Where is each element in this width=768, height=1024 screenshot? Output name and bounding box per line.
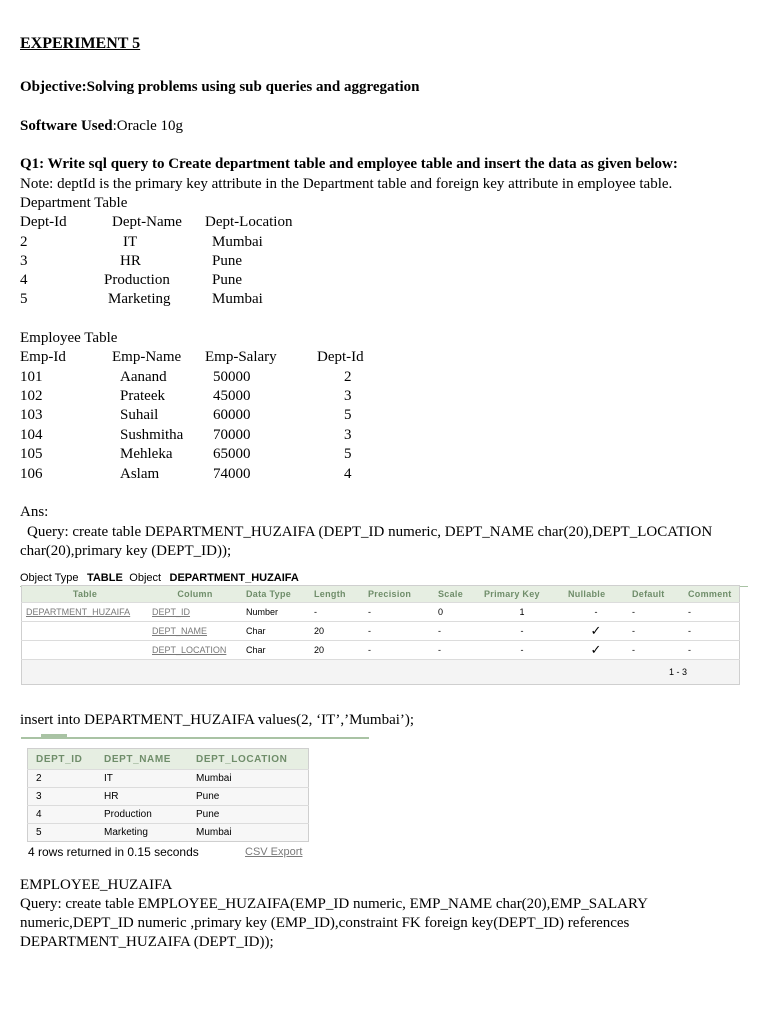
table-cell: 0 xyxy=(434,603,480,622)
emp-cell: Mehleka xyxy=(120,446,173,462)
dept-cell: 3 xyxy=(20,253,28,269)
query-create-emp-line3: DEPARTMENT_HUZAIFA (DEPT_ID)); xyxy=(20,934,274,950)
table-cell xyxy=(22,622,149,641)
dept-cell: Pune xyxy=(212,253,242,269)
dept-header-name: Dept-Name xyxy=(112,214,182,230)
emp-table-heading: Employee Table xyxy=(20,330,118,346)
page-title: EXPERIMENT 5 xyxy=(20,35,141,52)
emp-cell: Prateek xyxy=(120,388,165,404)
objective-text: Solving problems using sub queries and aggregation xyxy=(86,79,420,95)
table-cell: Pune xyxy=(188,788,309,806)
rows-returned-status: 4 rows returned in 0.15 seconds xyxy=(28,845,199,859)
table-cell: IT xyxy=(96,770,188,788)
table-cell: 20 xyxy=(310,622,364,641)
query-create-dept-line1: Query: create table DEPARTMENT_HUZAIFA (DEPT_ID numeric, DEPT_NAME char(20),DEPT_LOCATION xyxy=(27,524,713,540)
query-create-emp-line1: Query: create table EMPLOYEE_HUZAIFA(EMP_ID numeric, EMP_NAME char(20),EMP_SALARY xyxy=(20,896,648,912)
table-cell: Number xyxy=(242,603,310,622)
dept-cell: Pune xyxy=(212,272,242,288)
table-row xyxy=(22,641,740,660)
emp-header-salary: Emp-Salary xyxy=(205,349,277,365)
emp-cell: 101 xyxy=(20,369,43,385)
table-cell: - xyxy=(434,641,480,660)
objective-line xyxy=(20,79,420,96)
insert-statement: insert into DEPARTMENT_HUZAIFA values(2, ‘IT’,’Mumbai’); xyxy=(20,712,415,728)
column-header: DEPT_LOCATION xyxy=(188,749,309,770)
table-cell: 5 xyxy=(28,824,97,842)
dept-header-id: Dept-Id xyxy=(20,214,67,230)
dept-table-heading: Department Table xyxy=(20,195,128,211)
table-cell: - xyxy=(684,622,740,641)
table-cell: - xyxy=(364,622,434,641)
table-cell: Pune xyxy=(188,806,309,824)
column-header: DEPT_NAME xyxy=(96,749,188,770)
software-line xyxy=(20,118,183,135)
row-range: 1 - 3 xyxy=(22,660,740,685)
column-header: Comment xyxy=(684,586,740,603)
object-type-value: TABLE xyxy=(86,572,123,584)
results-tab[interactable] xyxy=(41,734,67,739)
table-row xyxy=(22,622,740,641)
results-tab-line xyxy=(21,737,369,739)
query-results-table xyxy=(27,748,309,842)
table-footer-row xyxy=(22,660,740,685)
emp-cell: 5 xyxy=(344,407,352,423)
dept-cell: Mumbai xyxy=(212,291,263,307)
emp-cell: 65000 xyxy=(213,446,251,462)
emp-cell: 2 xyxy=(344,369,352,385)
table-cell: 1 xyxy=(480,603,564,622)
table-header-row xyxy=(22,586,740,603)
object-columns-table xyxy=(21,585,740,685)
emp-cell: Aanand xyxy=(120,369,167,385)
column-header: Column xyxy=(148,586,242,603)
table-cell: Char xyxy=(242,641,310,660)
emp-cell: 74000 xyxy=(213,466,251,482)
table-cell: - xyxy=(310,603,364,622)
dept-cell: Production xyxy=(104,272,170,288)
emp-header-name: Emp-Name xyxy=(112,349,182,365)
dept-cell: 4 xyxy=(20,272,28,288)
table-row xyxy=(22,603,740,622)
object-name-value: DEPARTMENT_HUZAIFA xyxy=(169,572,299,584)
dept-header-location: Dept-Location xyxy=(205,214,293,230)
emp-cell: 3 xyxy=(344,427,352,443)
emp-cell: Aslam xyxy=(120,466,160,482)
nullable-check-icon: ✓ xyxy=(564,641,628,660)
dept-cell: 2 xyxy=(20,234,28,250)
table-cell: Mumbai xyxy=(188,770,309,788)
table-cell: - xyxy=(564,603,628,622)
column-header: Precision xyxy=(364,586,434,603)
table-cell: 20 xyxy=(310,641,364,660)
table-row xyxy=(28,806,309,824)
column-header: Scale xyxy=(434,586,480,603)
table-cell: - xyxy=(684,603,740,622)
emp-cell: 4 xyxy=(344,466,352,482)
table-cell: - xyxy=(364,641,434,660)
table-cell: HR xyxy=(96,788,188,806)
emp-cell: 104 xyxy=(20,427,43,443)
column-header: Data Type xyxy=(242,586,310,603)
query-create-emp-line2: numeric,DEPT_ID numeric ,primary key (EMP_ID),constraint FK foreign key(DEPT_ID) references xyxy=(20,915,630,931)
emp-cell: 3 xyxy=(344,388,352,404)
table-cell: - xyxy=(434,622,480,641)
object-label: Object xyxy=(129,572,162,584)
table-cell: - xyxy=(628,641,684,660)
table-cell: - xyxy=(480,641,564,660)
column-header: Default xyxy=(628,586,684,603)
column-header: Primary Key xyxy=(480,586,564,603)
note-text: Note: deptId is the primary key attribute in the Department table and foreign key attribute in employee table. xyxy=(20,176,673,192)
column-link[interactable]: DEPT_NAME xyxy=(148,622,242,641)
emp-cell: 45000 xyxy=(213,388,251,404)
dept-cell: Marketing xyxy=(108,291,171,307)
column-link[interactable]: DEPT_ID xyxy=(148,603,242,622)
dept-cell: IT xyxy=(123,234,138,250)
table-cell: 3 xyxy=(28,788,97,806)
table-cell: - xyxy=(684,641,740,660)
column-header: DEPT_ID xyxy=(28,749,97,770)
table-cell: - xyxy=(364,603,434,622)
question-1: Q1: Write sql query to Create department table and employee table and insert the data as given below: xyxy=(20,156,678,172)
emp-cell: 106 xyxy=(20,466,43,482)
emp-cell: 103 xyxy=(20,407,43,423)
table-cell: Marketing xyxy=(96,824,188,842)
emp-cell: 70000 xyxy=(213,427,251,443)
software-text: :Oracle 10g xyxy=(112,118,184,134)
table-header-row xyxy=(28,749,309,770)
table-cell: - xyxy=(628,603,684,622)
emp-cell: 5 xyxy=(344,446,352,462)
dept-cell: Mumbai xyxy=(212,234,263,250)
table-cell: 4 xyxy=(28,806,97,824)
column-header: Nullable xyxy=(564,586,628,603)
emp-cell: 102 xyxy=(20,388,43,404)
emp-cell: 60000 xyxy=(213,407,251,423)
table-cell: - xyxy=(628,622,684,641)
emp-header-id: Emp-Id xyxy=(20,349,66,365)
column-header: Table xyxy=(22,586,149,603)
table-row xyxy=(28,770,309,788)
object-type-label: Object Type xyxy=(20,572,79,584)
query-create-dept-line2: char(20),primary key (DEPT_ID)); xyxy=(20,543,232,559)
nullable-check-icon: ✓ xyxy=(564,622,628,641)
emp-cell: 50000 xyxy=(213,369,251,385)
emp-cell: 105 xyxy=(20,446,43,462)
column-header: Length xyxy=(310,586,364,603)
dept-cell: 5 xyxy=(20,291,28,307)
csv-export-link[interactable]: CSV Export xyxy=(245,846,303,858)
emp-header-dept: Dept-Id xyxy=(317,349,364,365)
table-link[interactable]: DEPARTMENT_HUZAIFA xyxy=(22,603,149,622)
table-cell: Mumbai xyxy=(188,824,309,842)
table-row xyxy=(28,824,309,842)
ans-label: Ans: xyxy=(20,504,49,520)
software-label: Software Used xyxy=(20,118,113,134)
table-cell: - xyxy=(480,622,564,641)
table-cell xyxy=(22,641,149,660)
table-cell: 2 xyxy=(28,770,97,788)
emp-cell: Suhail xyxy=(120,407,159,423)
emp-cell: Sushmitha xyxy=(120,427,184,443)
table-cell: Char xyxy=(242,622,310,641)
objective-label: Objective: xyxy=(20,79,87,95)
table-cell: Production xyxy=(96,806,188,824)
table-row xyxy=(28,788,309,806)
employee-section-title: EMPLOYEE_HUZAIFA xyxy=(20,877,173,893)
dept-cell: HR xyxy=(120,253,141,269)
column-link[interactable]: DEPT_LOCATION xyxy=(148,641,242,660)
